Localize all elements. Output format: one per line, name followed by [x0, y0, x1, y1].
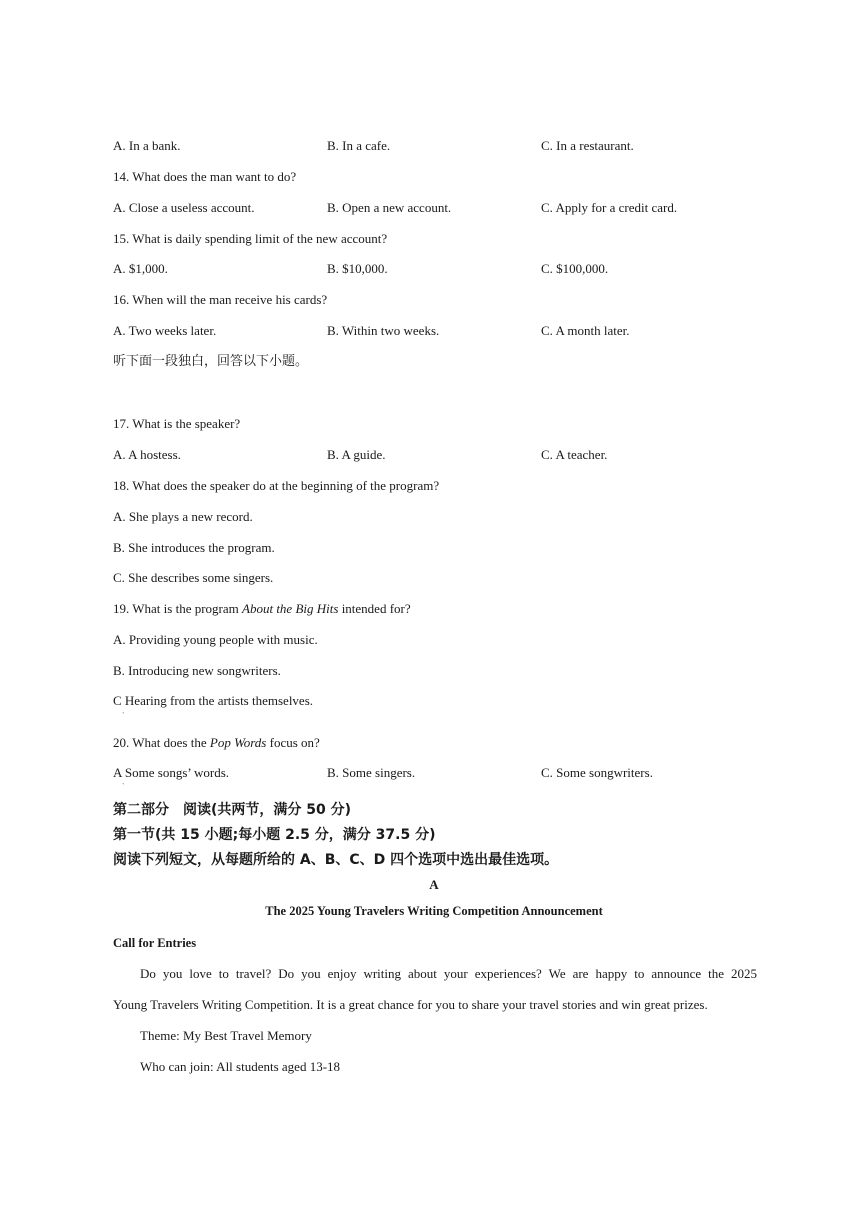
- monologue-instruction: 听下面一段独白，回答以下小题。: [113, 354, 309, 369]
- q13-option-b: B. In a cafe.: [327, 138, 391, 153]
- q20-option-b: B. Some singers.: [327, 765, 416, 780]
- q15-option-a: A. $1,000.: [113, 261, 168, 276]
- q19-option-b: B. Introducing new songwriters.: [113, 663, 281, 678]
- passage-paragraph-line1: Do you love to travel? Do you enjoy writing about your experiences? We are happy to announce the 2025: [140, 966, 757, 981]
- passage-subheading: Call for Entries: [113, 936, 197, 950]
- q19-option-c: C Hearing from the artists themselves.: [113, 693, 314, 708]
- q16-stem: 16. When will the man receive his cards?: [113, 292, 328, 307]
- q19-option-a: A. Providing young people with music.: [113, 632, 318, 647]
- q18-stem: 18. What does the speaker do at the beginning of the program?: [113, 478, 440, 493]
- q17-stem: 17. What is the speaker?: [113, 416, 241, 431]
- q16-option-c: C. A month later.: [541, 323, 630, 338]
- q20-stem-pre: 20. What does the: [113, 735, 210, 750]
- q14-option-c: C. Apply for a credit card.: [541, 200, 678, 215]
- q17-option-a: A. A hostess.: [113, 447, 181, 462]
- scan-mark: ˋ: [122, 711, 125, 720]
- passage-paragraph-line2: Young Travelers Writing Competition. It is a great chance for you to share your travel stories and win great prizes.: [113, 997, 708, 1012]
- q18-option-b: B. She introduces the program.: [113, 540, 275, 555]
- passage-eligibility: Who can join: All students aged 13-18: [140, 1059, 341, 1074]
- q15-option-c: C. $100,000.: [541, 261, 609, 276]
- q13-option-c: C. In a restaurant.: [541, 138, 634, 153]
- passage-title: The 2025 Young Travelers Writing Competition Announcement: [265, 904, 603, 918]
- q18-option-a: A. She plays a new record.: [113, 509, 253, 524]
- scan-mark: ˋ: [122, 782, 125, 791]
- passage-theme: Theme: My Best Travel Memory: [140, 1028, 312, 1043]
- q15-option-b: B. $10,000.: [327, 261, 388, 276]
- q20-option-a: A Some songs’ words.: [113, 765, 230, 780]
- q20-option-c: C. Some songwriters.: [541, 765, 653, 780]
- q17-option-b: B. A guide.: [327, 447, 386, 462]
- q15-stem: 15. What is daily spending limit of the new account?: [113, 231, 388, 246]
- part2-section1: 第一节(共 15 小题;每小题 2.5 分，满分 37.5 分): [113, 827, 436, 843]
- q14-stem: 14. What does the man want to do?: [113, 169, 297, 184]
- part2-instruction: 阅读下列短文，从每题所给的 A、B、C、D 四个选项中选出最佳选项。: [113, 852, 559, 868]
- q16-option-a: A. Two weeks later.: [113, 323, 217, 338]
- q20-stem: [113, 735, 320, 751]
- part2-heading: 第二部分 阅读(共两节，满分 50 分): [113, 802, 352, 818]
- q19-stem: [113, 601, 411, 617]
- passage-label: A: [429, 877, 439, 892]
- q13-option-a: A. In a bank.: [113, 138, 181, 153]
- q20-stem-title: Pop Words: [209, 735, 267, 750]
- q19-stem-post: intended for?: [338, 601, 411, 616]
- q16-option-b: B. Within two weeks.: [327, 323, 440, 338]
- q17-option-c: C. A teacher.: [541, 447, 608, 462]
- q18-option-c: C. She describes some singers.: [113, 570, 274, 585]
- q20-stem-post: focus on?: [266, 735, 320, 750]
- q19-stem-title: About the Big Hits: [242, 601, 339, 616]
- q19-stem-pre: 19. What is the program: [113, 601, 243, 616]
- q14-option-a: A. Close a useless account.: [113, 200, 255, 215]
- q14-option-b: B. Open a new account.: [327, 200, 452, 215]
